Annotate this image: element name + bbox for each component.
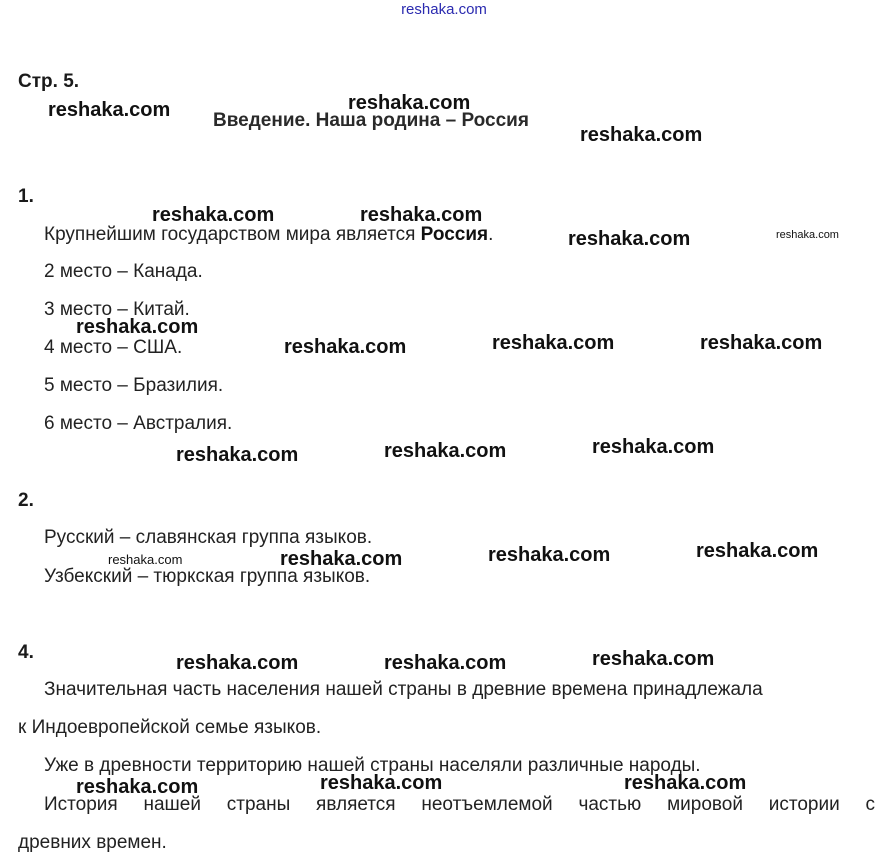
- list-item: 4 место – США.: [44, 337, 183, 358]
- watermark: reshaka.com: [568, 228, 691, 250]
- section-4-number: 4.: [18, 642, 34, 663]
- watermark: reshaka.com: [320, 772, 443, 794]
- watermark: reshaka.com: [624, 772, 747, 794]
- intro-suffix: .: [488, 224, 494, 245]
- intro-bold: Россия: [420, 224, 489, 245]
- watermark: reshaka.com: [492, 332, 615, 354]
- list-item: 2 место – Канада.: [44, 261, 203, 282]
- intro-text: Крупнейшим государством мира является: [44, 224, 421, 245]
- page-title: Введение. Наша родина – Россия: [213, 110, 529, 131]
- watermark: reshaka.com: [176, 652, 299, 674]
- list-item: 6 место – Австралия.: [44, 413, 233, 434]
- section-2-number: 2.: [18, 490, 34, 511]
- watermark: reshaka.com: [384, 440, 507, 462]
- watermark: reshaka.com: [592, 648, 715, 670]
- watermark: reshaka.com: [76, 776, 199, 798]
- watermark: reshaka.com: [700, 332, 823, 354]
- paragraph-line: История нашей страны является неотъемлемой частью мировой истории с: [44, 794, 875, 815]
- watermark: reshaka.com: [360, 204, 483, 226]
- watermark: reshaka.com: [48, 99, 171, 121]
- watermark: reshaka.com: [152, 204, 275, 226]
- watermark: reshaka.com: [76, 316, 199, 338]
- watermark: reshaka.com: [284, 336, 407, 358]
- section-1-intro: [44, 224, 493, 246]
- watermark: reshaka.com: [580, 124, 703, 146]
- list-item: 3 место – Китай.: [44, 299, 190, 320]
- watermark: reshaka.com: [696, 540, 819, 562]
- watermark: reshaka.com: [108, 552, 183, 567]
- paragraph-line: древних времен.: [18, 832, 167, 853]
- header-watermark: reshaka.com: [401, 1, 487, 18]
- list-item: 5 место – Бразилия.: [44, 375, 224, 396]
- section-1-number: 1.: [18, 186, 34, 207]
- watermark: reshaka.com: [488, 544, 611, 566]
- page-label: Стр. 5.: [18, 71, 80, 92]
- watermark: reshaka.com: [384, 652, 507, 674]
- watermark: reshaka.com: [176, 444, 299, 466]
- watermark: reshaka.com: [348, 92, 471, 114]
- list-item: Русский – славянская группа языков.: [44, 527, 373, 548]
- paragraph-line: Уже в древности территорию нашей страны населяли различные народы.: [44, 755, 701, 776]
- watermark: reshaka.com: [280, 548, 403, 570]
- watermark: reshaka.com: [776, 229, 839, 241]
- watermark: reshaka.com: [592, 436, 715, 458]
- paragraph-line: Значительная часть населения нашей страны в древние времена принадлежала: [44, 679, 763, 700]
- paragraph-line: к Индоевропейской семье языков.: [18, 717, 322, 738]
- list-item: Узбекский – тюркская группа языков.: [44, 566, 371, 587]
